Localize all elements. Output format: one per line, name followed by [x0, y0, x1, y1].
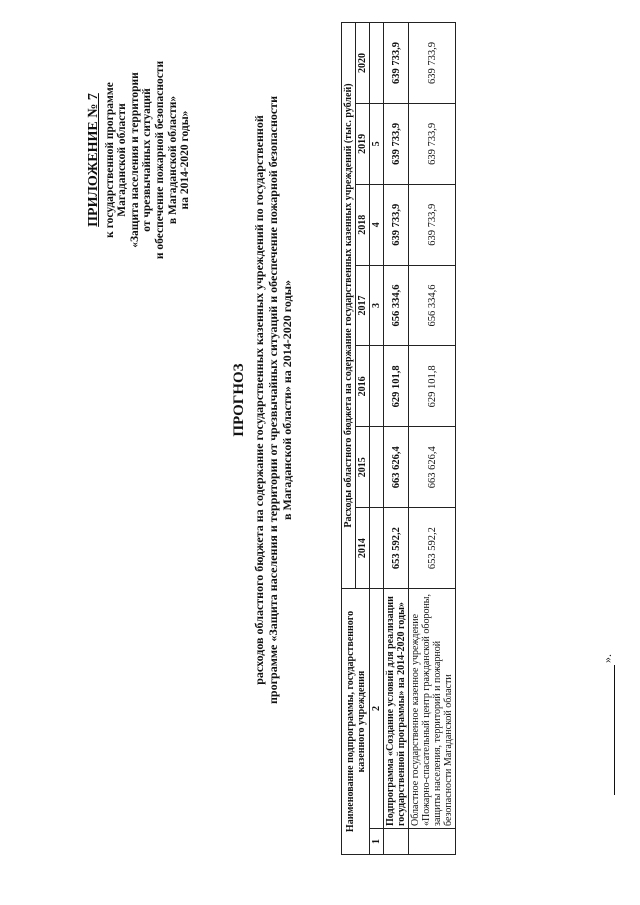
appendix-line: к государственной программе	[103, 82, 116, 238]
index-cell: 1	[370, 829, 384, 855]
forecast-heading	[232, 15, 294, 785]
index-cell	[370, 427, 384, 508]
subprogram-name: Подпрограмма «Создание условий для реализации государственной программы» на 2014-2020 годы»	[384, 588, 409, 828]
year-header: 2017	[356, 265, 370, 346]
forecast-title: ПРОГНОЗ	[231, 363, 247, 437]
year-header: 2019	[356, 103, 370, 184]
table-header-row	[342, 23, 356, 855]
value-cell: 639 733,9	[384, 103, 409, 184]
year-header: 2020	[356, 23, 370, 104]
row-number	[409, 829, 456, 855]
appendix-title: ПРИЛОЖЕНИЕ № 7	[86, 93, 101, 227]
institution-name: Областное государственное казенное учреждение «Пожарно-спасательный центр гражданской обороны, защиты населения, территорий и пожарной безопасности Магаданской области	[409, 588, 456, 828]
value-cell: 629 101,8	[409, 346, 456, 427]
value-cell: 639 733,9	[409, 184, 456, 265]
forecast-table	[341, 22, 456, 855]
value-cell: 639 733,9	[384, 184, 409, 265]
appendix-line: в Магаданской области»	[166, 95, 179, 225]
appendix-line: на 2014-2020 годы»	[179, 110, 192, 210]
table-index-row	[370, 23, 384, 855]
index-cell	[370, 346, 384, 427]
year-header: 2014	[356, 508, 370, 589]
table-row	[409, 23, 456, 855]
value-cell: 653 592,2	[384, 508, 409, 589]
row-number	[384, 829, 409, 855]
closing-mark: ».	[600, 654, 614, 663]
index-cell: 3	[370, 265, 384, 346]
appendix-line: от чрезвычайных ситуаций	[141, 88, 154, 232]
value-cell: 663 626,4	[409, 427, 456, 508]
appendix-block	[88, 10, 192, 310]
index-cell	[370, 23, 384, 104]
forecast-subtitle-line: расходов областного бюджета на содержание государственных казенных учреждений по государственной	[252, 115, 266, 685]
value-cell: 653 592,2	[409, 508, 456, 589]
value-cell: 656 334,6	[409, 265, 456, 346]
value-cell: 629 101,8	[384, 346, 409, 427]
index-cell: 5	[370, 103, 384, 184]
appendix-line: «Защита населения и территории	[128, 72, 141, 248]
closing-rule	[614, 665, 615, 795]
forecast-subtitle-line: программе «Защита населения и территории от чрезвычайных ситуаций и обеспечение пожарной безопасности	[266, 96, 280, 705]
index-cell: 2	[370, 588, 384, 828]
value-cell: 656 334,6	[384, 265, 409, 346]
appendix-line: Магаданской области	[116, 103, 129, 217]
value-cell: 663 626,4	[384, 427, 409, 508]
appendix-line: и обеспечение пожарной безопасности	[153, 60, 166, 260]
value-cell: 639 733,9	[409, 23, 456, 104]
year-header: 2018	[356, 184, 370, 265]
year-header: 2015	[356, 427, 370, 508]
year-header: 2016	[356, 346, 370, 427]
value-cell: 639 733,9	[409, 103, 456, 184]
closing-line	[600, 654, 615, 795]
index-cell: 4	[370, 184, 384, 265]
col-name-header: Наименование подпрограммы, государственного казенного учреждения	[342, 588, 370, 854]
value-cell: 639 733,9	[384, 23, 409, 104]
index-cell	[370, 508, 384, 589]
col-expense-header: Расходы областного бюджета на содержание государственных казенных учреждений (тыс. рублей)	[342, 23, 356, 589]
forecast-subtitle-line: в Магаданской области» на 2014-2020 годы»	[280, 280, 294, 520]
table-row	[384, 23, 409, 855]
